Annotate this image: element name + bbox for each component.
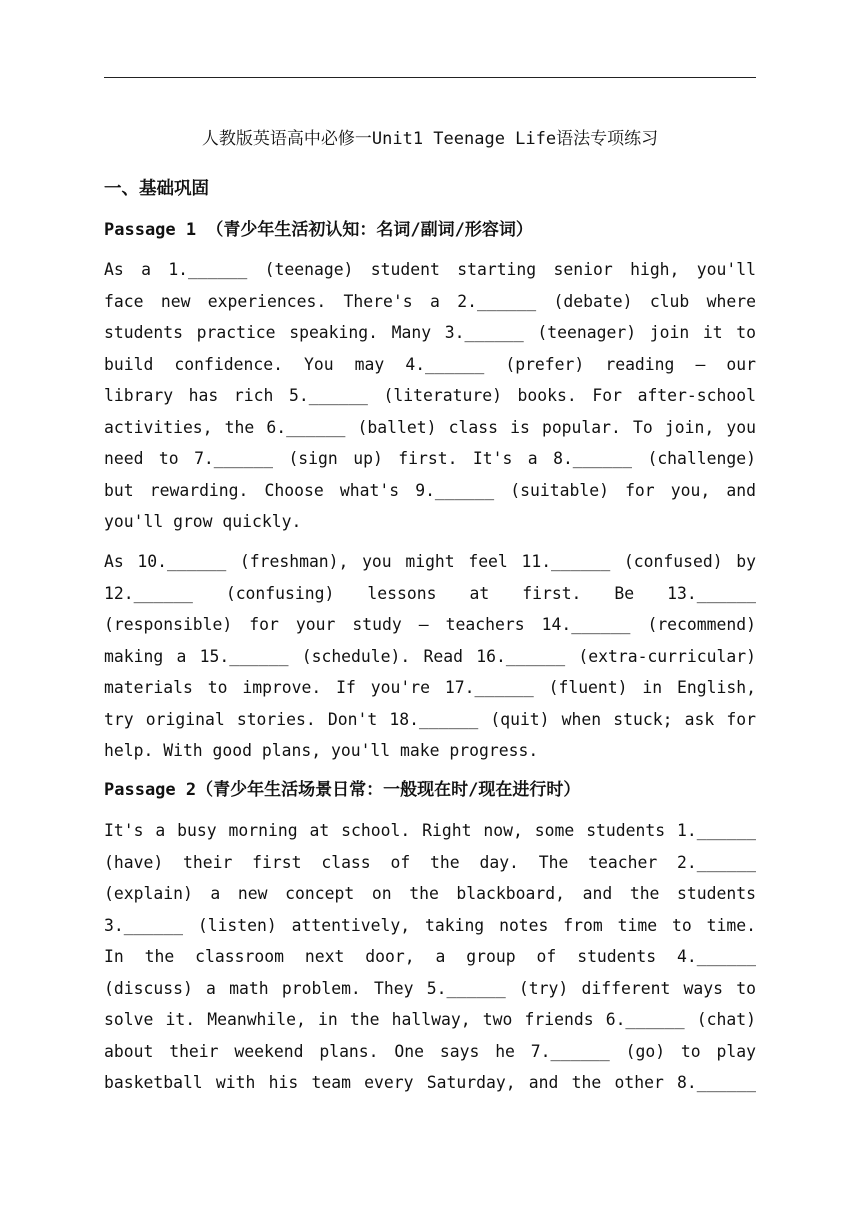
text-line: basketball with his team every Saturday, and the other 8.______ <box>104 1073 756 1092</box>
text-line: As a 1.______ (teenage) student starting senior high, you'll <box>104 260 756 279</box>
text-line: solve it. Meanwhile, in the hallway, two friends 6.______ (chat) <box>104 1010 756 1029</box>
passage-1-heading: Passage 1 （青少年生活初认知：名词/副词/形容词） <box>104 220 533 240</box>
text-line: As 10.______ (freshman), you might feel 11.______ (confused) by <box>104 552 756 571</box>
passage-1-paragraph-2 <box>104 546 756 767</box>
passage-1-paragraph-1 <box>104 254 756 538</box>
header-rule <box>104 77 756 78</box>
text-line: try original stories. Don't 18.______ (quit) when stuck; ask for <box>104 709 756 729</box>
text-line: about their weekend plans. One says he 7.______ (go) to play <box>104 1041 756 1061</box>
text-line: (explain) a new concept on the blackboard, and the students <box>104 884 756 903</box>
text-line: activities, the 6.______ (ballet) class is popular. To join, you <box>104 417 756 437</box>
text-line: face new experiences. There's a 2.______ (debate) club where <box>104 291 756 311</box>
text-line: (discuss) a math problem. They 5.______ (try) different ways to <box>104 978 756 998</box>
text-line: It's a busy morning at school. Right now, some students 1.______ <box>104 821 756 840</box>
text-line: 12.______ (confusing) lessons at first. Be 13.______ <box>104 583 756 603</box>
text-line: students practice speaking. Many 3.______ (teenager) join it to <box>104 323 756 342</box>
passage-2-paragraph-1 <box>104 815 756 1099</box>
text-line: but rewarding. Choose what's 9.______ (suitable) for you, and <box>104 480 756 500</box>
text-line: making a 15.______ (schedule). Read 16.______ (extra-curricular) <box>104 646 756 666</box>
text-line: (have) their first class of the day. The teacher 2.______ <box>104 852 756 872</box>
text-line: (responsible) for your study — teachers 14.______ (recommend) <box>104 615 756 634</box>
text-line: In the classroom next door, a group of students 4.______ <box>104 947 756 966</box>
passage-2-heading: Passage 2（青少年生活场景日常：一般现在时/现在进行时） <box>104 780 581 800</box>
text-line: help. With good plans, you'll make progress. <box>104 741 539 760</box>
text-line: 3.______ (listen) attentively, taking notes from time to time. <box>104 915 756 935</box>
document-title: 人教版英语高中必修一Unit1 Teenage Life语法专项练习 <box>201 129 659 149</box>
text-line: you'll grow quickly. <box>104 512 302 531</box>
text-line: library has rich 5.______ (literature) books. For after-school <box>104 386 756 405</box>
text-line: materials to improve. If you're 17.______ (fluent) in English, <box>104 678 756 697</box>
text-line: need to 7.______ (sign up) first. It's a 8.______ (challenge) <box>104 449 756 468</box>
section-heading: 一、基础巩固 <box>104 179 209 199</box>
text-line: build confidence. You may 4.______ (prefer) reading — our <box>104 354 756 374</box>
